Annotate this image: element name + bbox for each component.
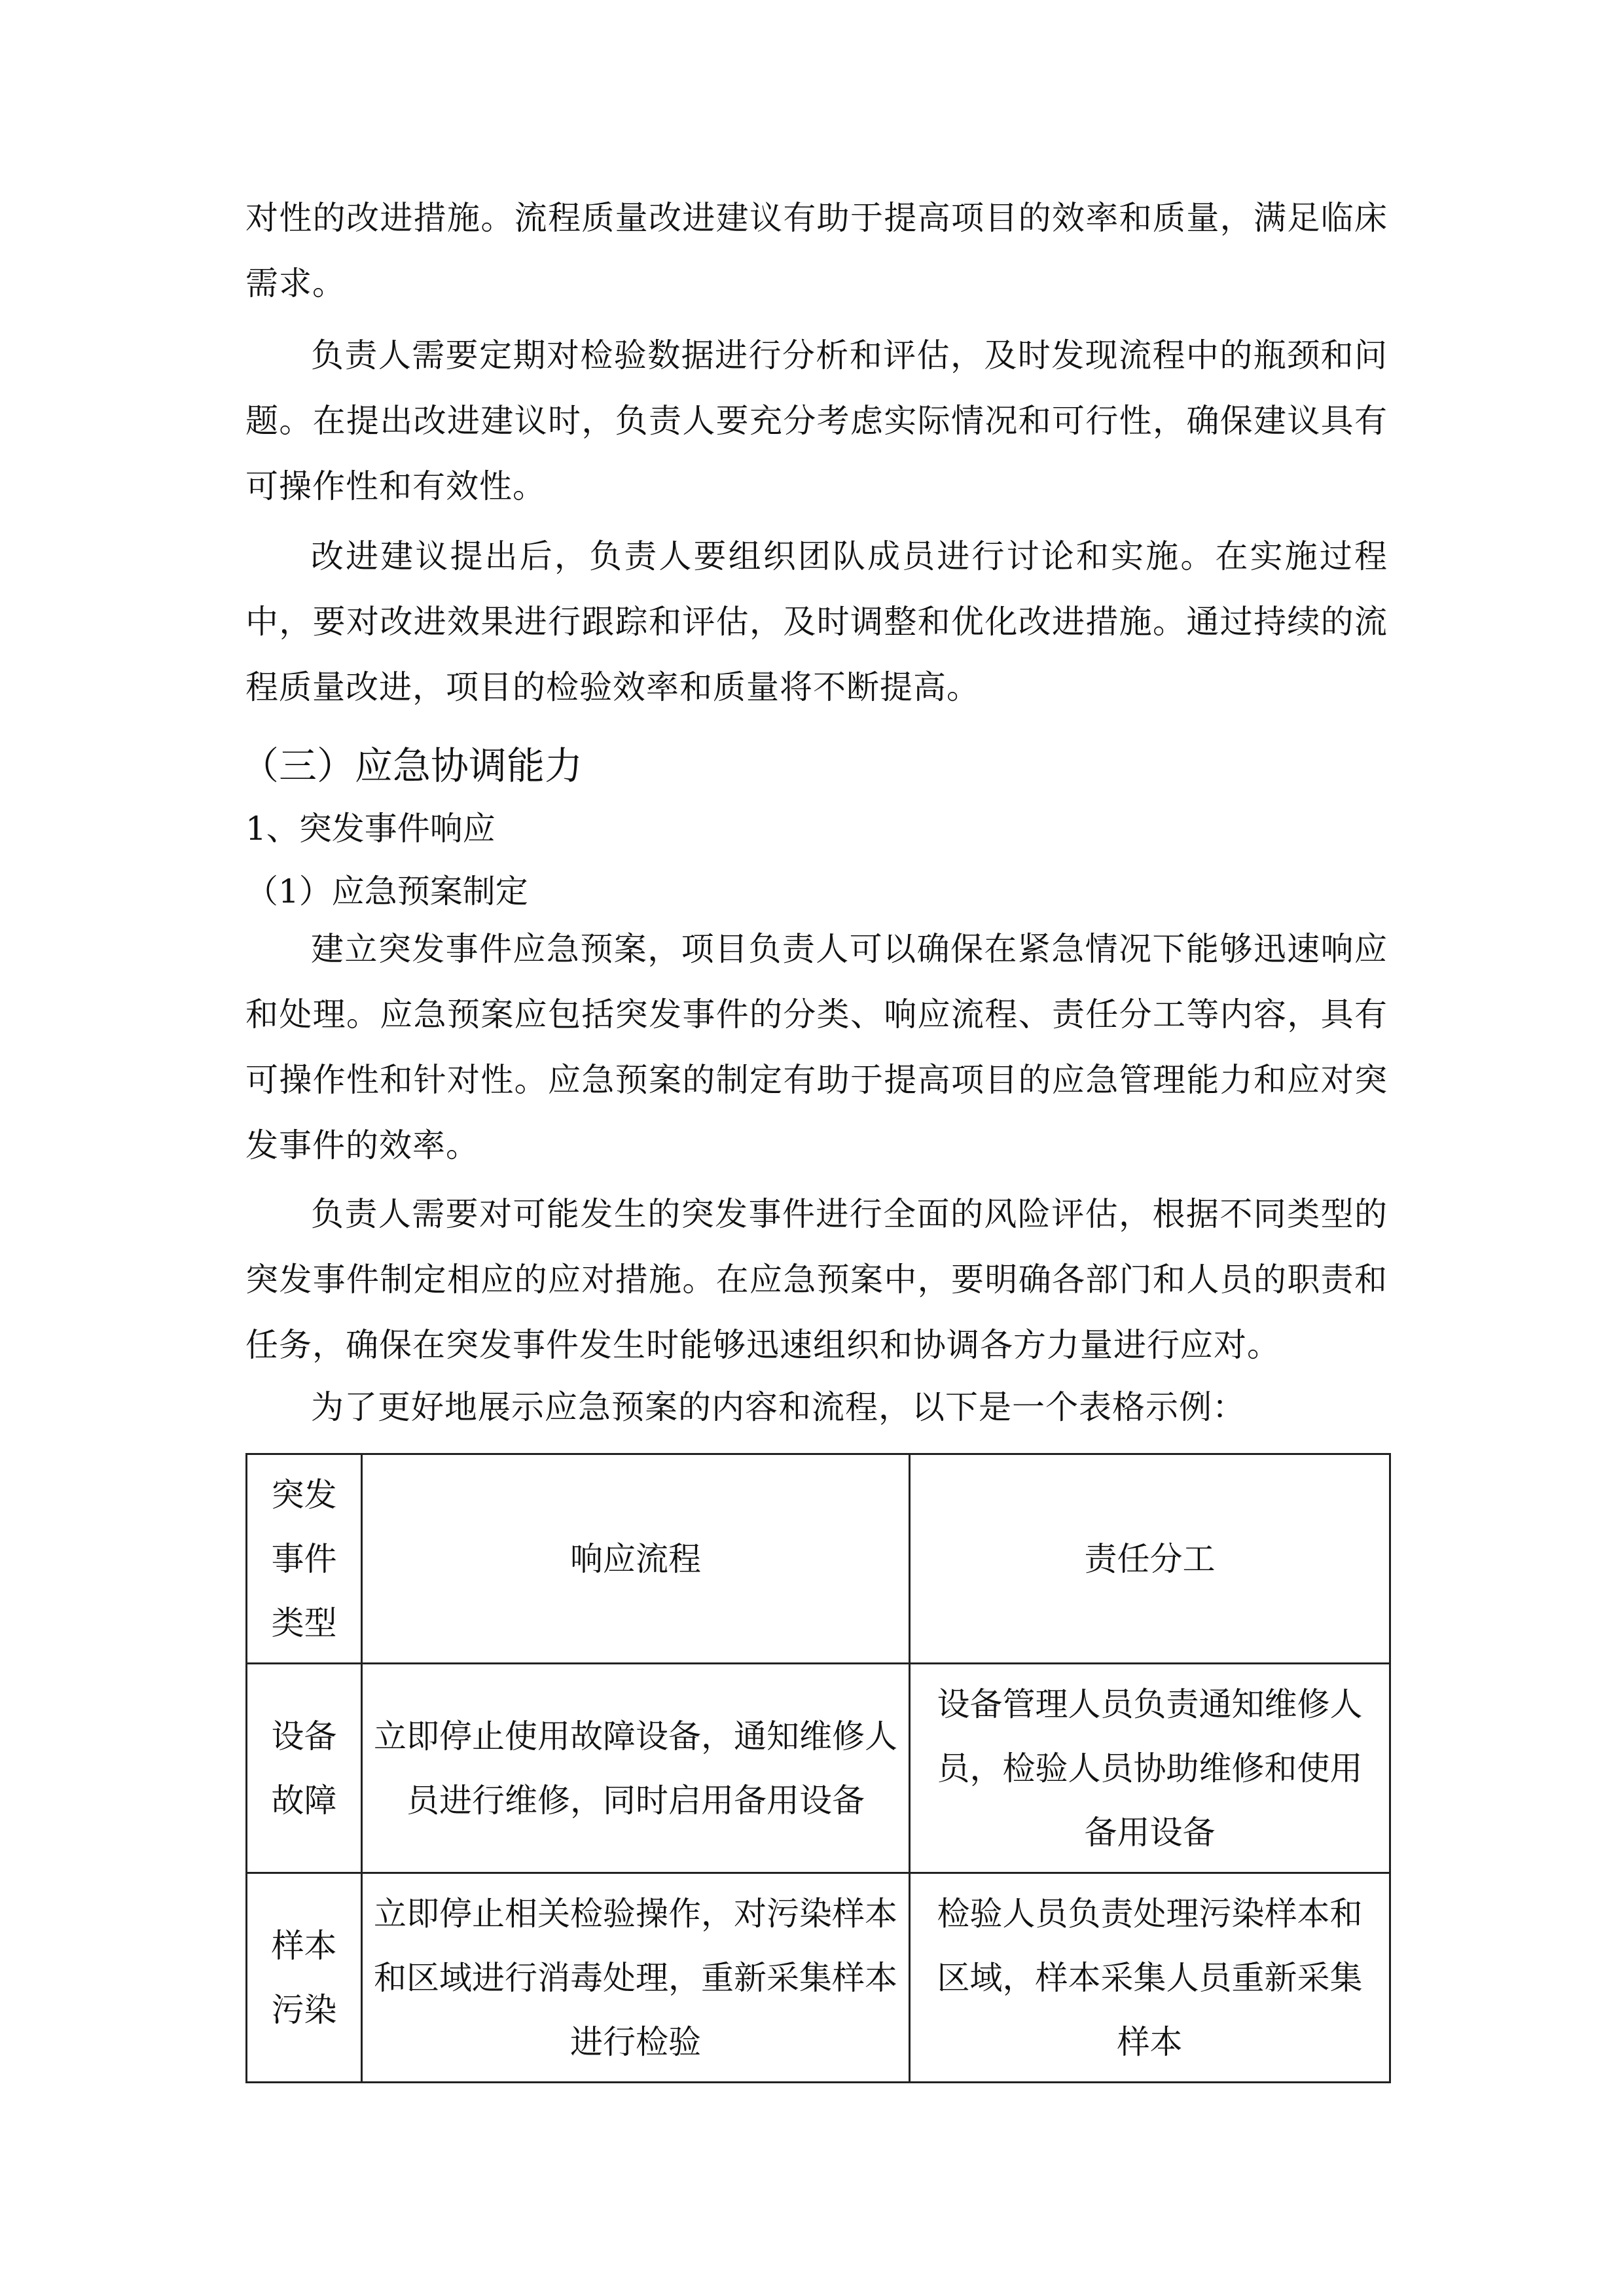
paragraph-implementation: 改进建议提出后，负责人要组织团队成员进行讨论和实施。在实施过程中，要对改进效果进行跟踪和评估，及时调整和优化改进措施。通过持续的流程质量改进，项目的检验效率和质量将不断提高。 <box>245 537 1388 706</box>
paragraph-data-analysis: 负责人需要定期对检验数据进行分析和评估，及时发现流程中的瓶颈和问题。在提出改进建议时，负责人要充分考虑实际情况和可行性，确保建议具有可操作性和有效性。 <box>245 336 1388 505</box>
table-row <box>247 1873 1390 2083</box>
subheading-emergency-plan: （1）应急预案制定 <box>245 872 528 910</box>
cell-response-process: 立即停止使用故障设备，通知维修人员进行维修，同时启用备用设备 <box>362 1664 910 1873</box>
paragraph-improvement-measures: 对性的改进措施。流程质量改进建议有助于提高项目的效率和质量，满足临床需求。 <box>245 199 1388 302</box>
table-header-row <box>247 1454 1390 1664</box>
cell-event-type: 设备故障 <box>247 1664 362 1873</box>
header-event-type: 突发事件类型 <box>247 1454 362 1664</box>
cell-response-process: 立即停止相关检验操作，对污染样本和区域进行消毒处理，重新采集样本进行检验 <box>362 1873 910 2083</box>
table-row <box>247 1664 1390 1873</box>
paragraph-table-intro: 为了更好地展示应急预案的内容和流程，以下是一个表格示例： <box>311 1388 1246 1426</box>
cell-event-type: 样本污染 <box>247 1873 362 2083</box>
subheading-emergency-response: 1、突发事件响应 <box>245 810 496 848</box>
paragraph-emergency-plan: 建立突发事件应急预案，项目负责人可以确保在紧急情况下能够迅速响应和处理。应急预案应包括突发事件的分类、响应流程、责任分工等内容，具有可操作性和针对性。应急预案的制定有助于提高项目的应急管理能力和应对突发事件的效率。 <box>245 930 1388 1164</box>
section-heading: （三）应急协调能力 <box>241 744 583 788</box>
cell-responsibility: 设备管理人员负责通知维修人员，检验人员协助维修和使用备用设备 <box>910 1664 1390 1873</box>
header-responsibility: 责任分工 <box>910 1454 1390 1664</box>
cell-responsibility: 检验人员负责处理污染样本和区域，样本采集人员重新采集样本 <box>910 1873 1390 2083</box>
paragraph-risk-assessment: 负责人需要对可能发生的突发事件进行全面的风险评估，根据不同类型的突发事件制定相应的应对措施。在应急预案中，要明确各部门和人员的职责和任务，确保在突发事件发生时能够迅速组织和协调各方力量进行应对。 <box>245 1195 1388 1364</box>
emergency-plan-table <box>245 1453 1391 2083</box>
header-response-process: 响应流程 <box>362 1454 910 1664</box>
